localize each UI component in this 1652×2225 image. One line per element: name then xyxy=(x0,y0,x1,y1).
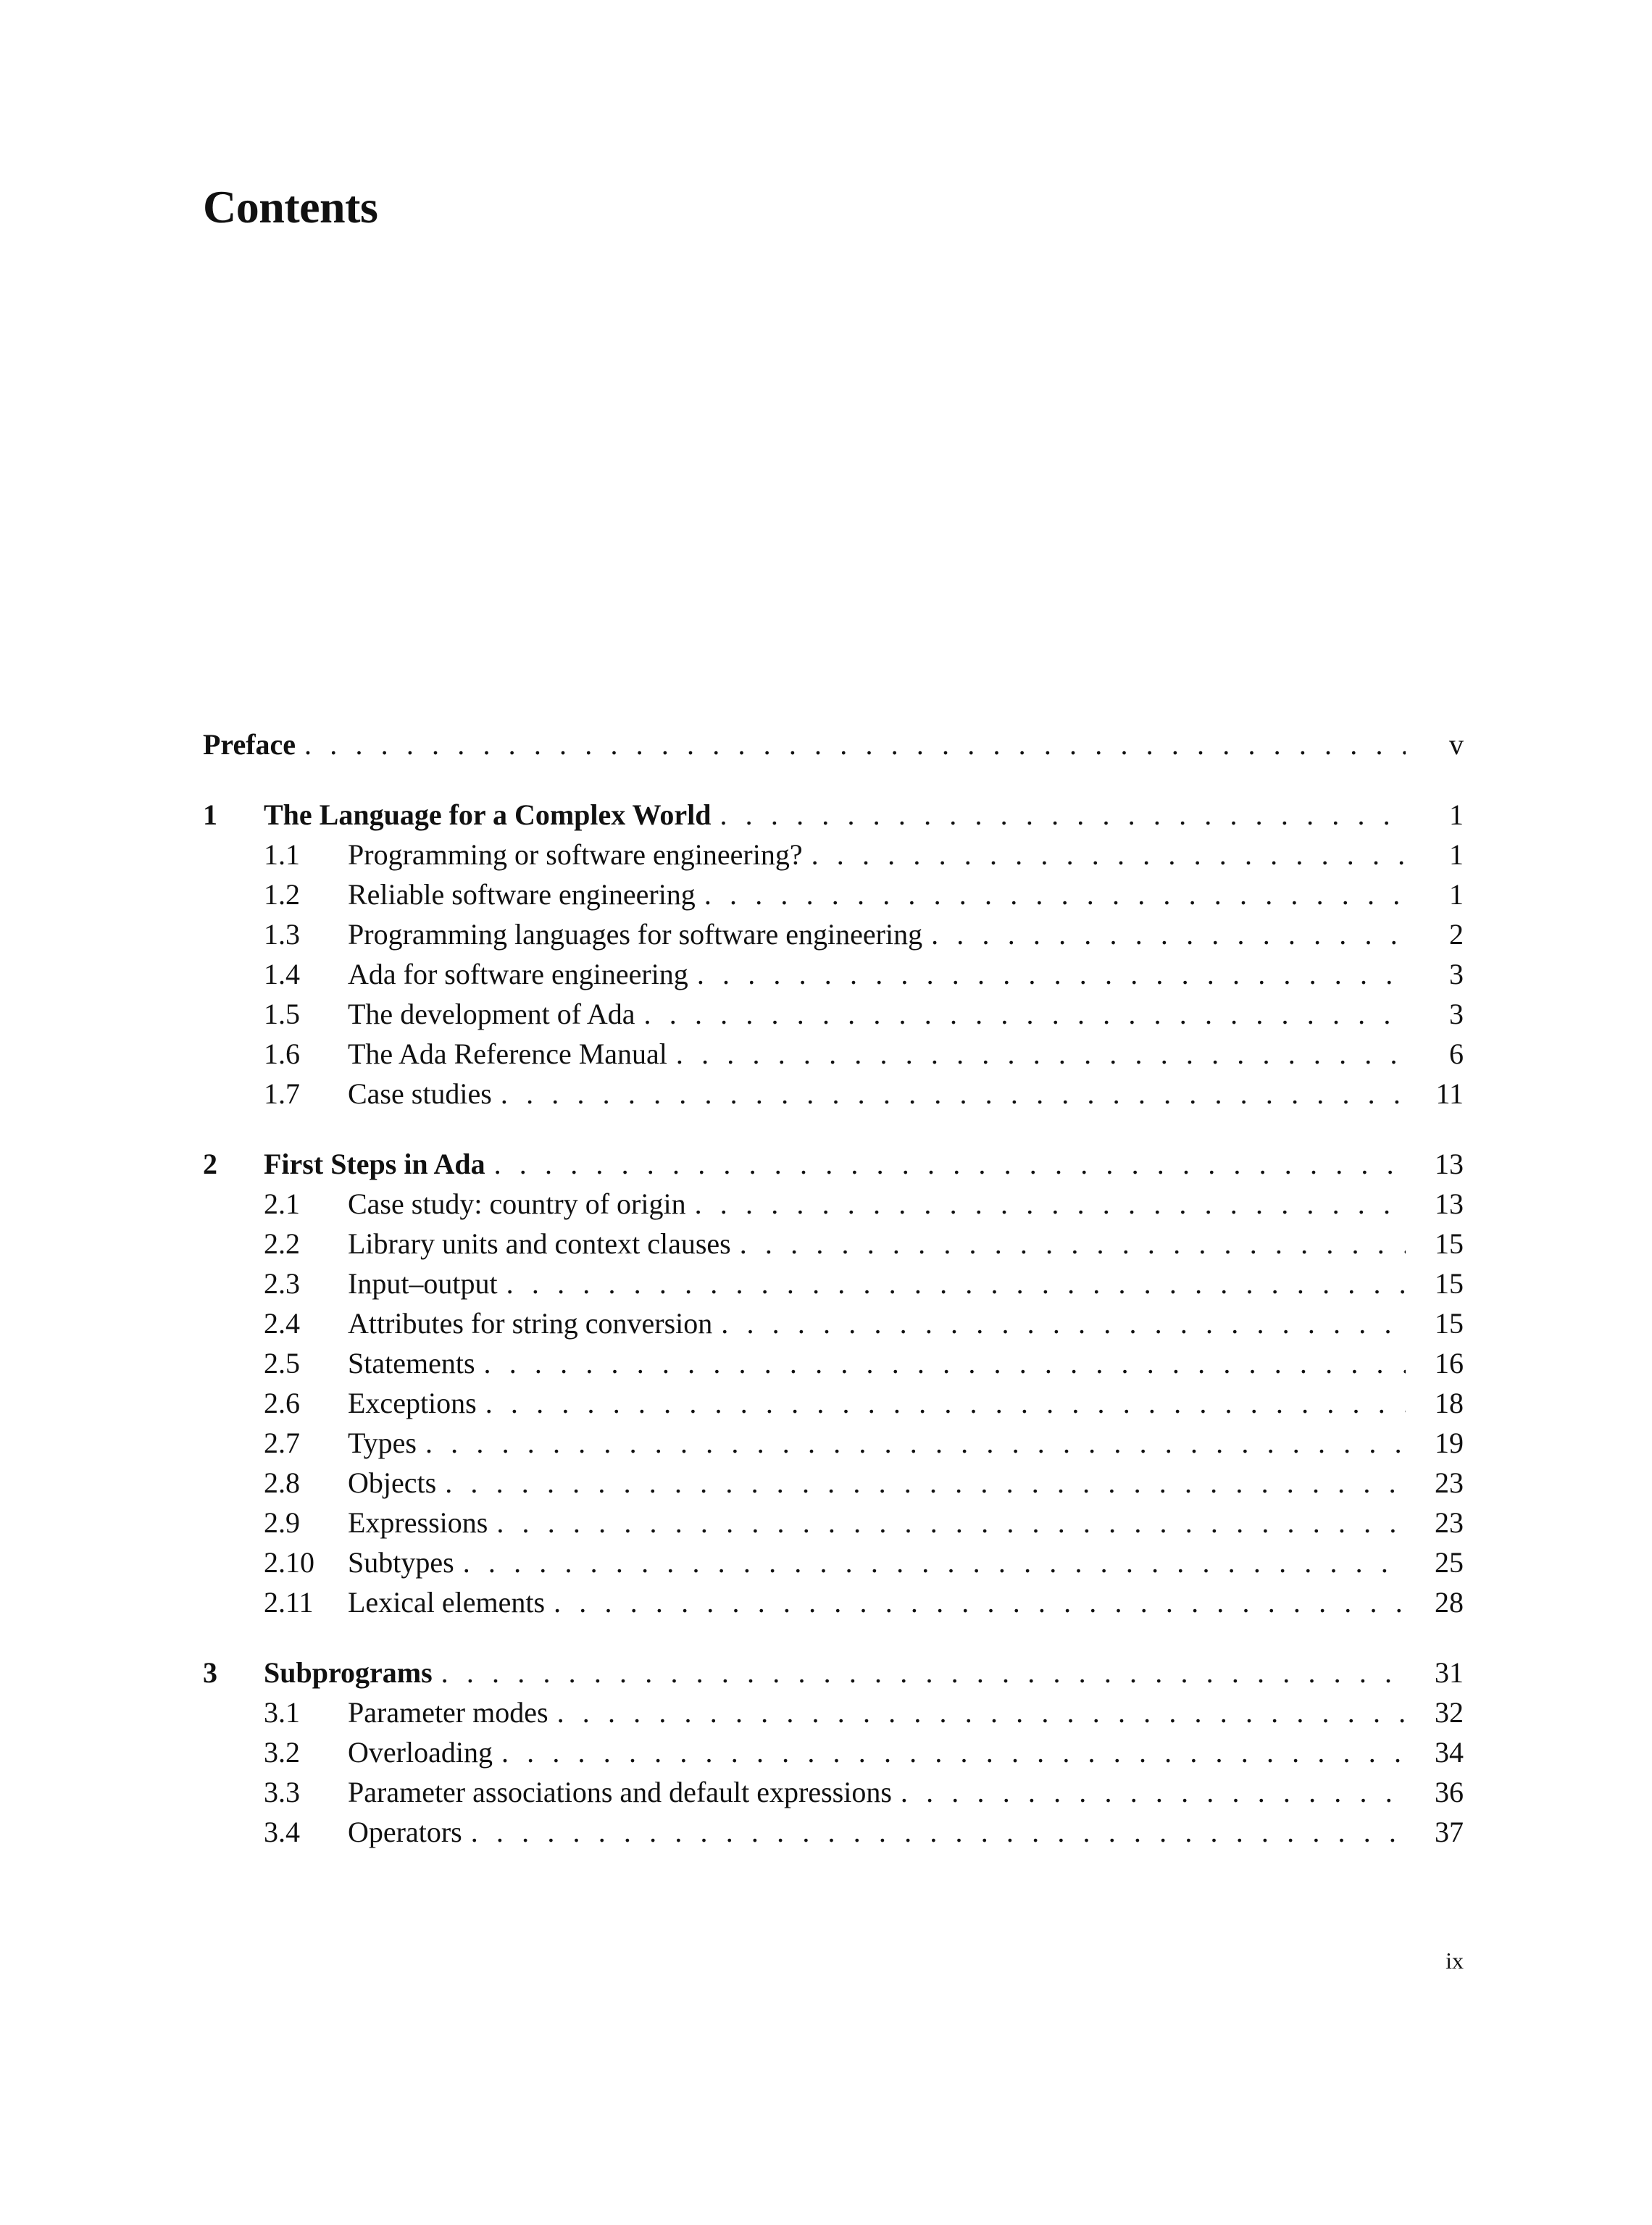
section-page: 28 xyxy=(1435,1586,1464,1619)
chapter-number: 1 xyxy=(203,798,217,831)
section-title: Attributes for string conversion xyxy=(348,1303,721,1343)
dot-leader xyxy=(704,874,1406,914)
section-title: Exceptions xyxy=(348,1383,485,1423)
section-title: Ada for software engineering xyxy=(348,954,697,994)
section-number: 2.11 xyxy=(264,1586,314,1619)
section-title: Case studies xyxy=(348,1074,501,1114)
dot-leader xyxy=(471,1812,1406,1852)
section-page: 23 xyxy=(1435,1506,1464,1539)
section-title: Lexical elements xyxy=(348,1582,554,1622)
section-page: 1 xyxy=(1449,838,1464,871)
section-number: 2.3 xyxy=(264,1267,300,1300)
toc-entry-preface[interactable] xyxy=(203,725,1464,764)
toc-section-1-2[interactable] xyxy=(203,874,1464,914)
chapter-title: First Steps in Ada xyxy=(264,1144,494,1184)
toc-section-2-5[interactable] xyxy=(203,1343,1464,1383)
toc-entry-page: v xyxy=(1449,728,1464,761)
table-of-contents xyxy=(203,725,1464,1852)
toc-chapter-3[interactable] xyxy=(203,1653,1464,1692)
toc-section-1-7[interactable] xyxy=(203,1074,1464,1114)
section-number: 3.3 xyxy=(264,1776,300,1808)
toc-chapter-1[interactable] xyxy=(203,795,1464,835)
section-page: 23 xyxy=(1435,1466,1464,1499)
toc-section-2-7[interactable] xyxy=(203,1423,1464,1463)
section-page: 25 xyxy=(1435,1546,1464,1579)
toc-entry-title: Preface xyxy=(203,725,304,764)
section-title: Reliable software engineering xyxy=(348,874,704,914)
section-title: Objects xyxy=(348,1463,445,1503)
toc-section-1-1[interactable] xyxy=(203,835,1464,874)
section-number: 3.1 xyxy=(264,1696,300,1729)
dot-leader xyxy=(740,1224,1406,1264)
section-page: 16 xyxy=(1435,1347,1464,1379)
toc-section-2-8[interactable] xyxy=(203,1463,1464,1503)
section-page: 2 xyxy=(1449,918,1464,951)
dot-leader xyxy=(506,1264,1406,1303)
section-number: 2.7 xyxy=(264,1427,300,1459)
section-page: 6 xyxy=(1449,1038,1464,1070)
chapter-title: Subprograms xyxy=(264,1653,441,1692)
section-number: 2.1 xyxy=(264,1187,300,1220)
dot-leader xyxy=(485,1383,1406,1423)
section-page: 13 xyxy=(1435,1187,1464,1220)
section-number: 3.2 xyxy=(264,1736,300,1769)
dot-leader xyxy=(501,1074,1406,1114)
section-title: The development of Ada xyxy=(348,994,644,1034)
toc-section-2-1[interactable] xyxy=(203,1184,1464,1224)
dot-leader xyxy=(812,835,1406,874)
section-number: 1.1 xyxy=(264,838,300,871)
section-page: 3 xyxy=(1449,998,1464,1030)
section-title: Types xyxy=(348,1423,425,1463)
toc-section-2-3[interactable] xyxy=(203,1264,1464,1303)
toc-section-1-3[interactable] xyxy=(203,914,1464,954)
dot-leader xyxy=(484,1343,1406,1383)
chapter-number: 3 xyxy=(203,1656,217,1689)
toc-section-1-6[interactable] xyxy=(203,1034,1464,1074)
dot-leader xyxy=(557,1692,1406,1732)
section-number: 1.6 xyxy=(264,1038,300,1070)
section-number: 1.2 xyxy=(264,878,300,911)
section-title: Parameter modes xyxy=(348,1692,557,1732)
chapter-page: 31 xyxy=(1435,1656,1464,1689)
chapter-page: 1 xyxy=(1449,798,1464,831)
toc-section-1-5[interactable] xyxy=(203,994,1464,1034)
section-page: 15 xyxy=(1435,1227,1464,1260)
section-page: 36 xyxy=(1435,1776,1464,1808)
section-title: Operators xyxy=(348,1812,471,1852)
section-page: 19 xyxy=(1435,1427,1464,1459)
dot-leader xyxy=(496,1503,1406,1543)
toc-section-2-6[interactable] xyxy=(203,1383,1464,1423)
page-number: ix xyxy=(1446,1948,1464,1974)
dot-leader xyxy=(425,1423,1406,1463)
section-number: 3.4 xyxy=(264,1816,300,1848)
section-number: 1.5 xyxy=(264,998,300,1030)
section-number: 1.4 xyxy=(264,958,300,990)
section-number: 2.6 xyxy=(264,1387,300,1419)
section-number: 2.4 xyxy=(264,1307,300,1340)
dot-leader xyxy=(463,1543,1406,1582)
toc-section-2-9[interactable] xyxy=(203,1503,1464,1543)
section-title: Overloading xyxy=(348,1732,501,1772)
section-title: Expressions xyxy=(348,1503,496,1543)
section-number: 1.3 xyxy=(264,918,300,951)
section-page: 3 xyxy=(1449,958,1464,990)
section-page: 37 xyxy=(1435,1816,1464,1848)
section-page: 34 xyxy=(1435,1736,1464,1769)
dot-leader xyxy=(494,1144,1406,1184)
toc-section-2-11[interactable] xyxy=(203,1582,1464,1622)
section-title: Input–output xyxy=(348,1264,506,1303)
section-page: 15 xyxy=(1435,1267,1464,1300)
section-page: 32 xyxy=(1435,1696,1464,1729)
dot-leader xyxy=(445,1463,1406,1503)
toc-section-3-2[interactable] xyxy=(203,1732,1464,1772)
section-title: Programming or software engineering? xyxy=(348,835,812,874)
dot-leader xyxy=(695,1184,1406,1224)
toc-section-1-4[interactable] xyxy=(203,954,1464,994)
section-title: Statements xyxy=(348,1343,484,1383)
toc-chapters xyxy=(203,795,1464,1852)
chapter-page: 13 xyxy=(1435,1148,1464,1180)
toc-chapter-2[interactable] xyxy=(203,1144,1464,1184)
toc-section-2-4[interactable] xyxy=(203,1303,1464,1343)
dot-leader xyxy=(441,1653,1406,1692)
section-title: Case study: country of origin xyxy=(348,1184,695,1224)
section-number: 2.5 xyxy=(264,1347,300,1379)
section-title: The Ada Reference Manual xyxy=(348,1034,676,1074)
section-title: Parameter associations and default expressions xyxy=(348,1772,901,1812)
dot-leader xyxy=(697,954,1406,994)
section-number: 2.9 xyxy=(264,1506,300,1539)
dot-leader xyxy=(719,795,1406,835)
dot-leader xyxy=(554,1582,1406,1622)
toc-section-3-1[interactable] xyxy=(203,1692,1464,1732)
section-number: 1.7 xyxy=(264,1077,300,1110)
dot-leader xyxy=(304,725,1406,764)
dot-leader xyxy=(931,914,1406,954)
dot-leader xyxy=(721,1303,1406,1343)
section-page: 18 xyxy=(1435,1387,1464,1419)
dot-leader xyxy=(501,1732,1406,1772)
toc-section-3-3[interactable] xyxy=(203,1772,1464,1812)
dot-leader xyxy=(676,1034,1406,1074)
toc-section-3-4[interactable] xyxy=(203,1812,1464,1852)
section-number: 2.8 xyxy=(264,1466,300,1499)
chapter-number: 2 xyxy=(203,1148,217,1180)
section-number: 2.2 xyxy=(264,1227,300,1260)
toc-section-2-10[interactable] xyxy=(203,1543,1464,1582)
section-number: 2.10 xyxy=(264,1546,314,1579)
dot-leader xyxy=(644,994,1406,1034)
dot-leader xyxy=(901,1772,1406,1812)
toc-section-2-2[interactable] xyxy=(203,1224,1464,1264)
section-page: 1 xyxy=(1449,878,1464,911)
section-page: 11 xyxy=(1435,1077,1464,1110)
section-title: Subtypes xyxy=(348,1543,463,1582)
chapter-title: The Language for a Complex World xyxy=(264,795,719,835)
page-title: Contents xyxy=(203,181,378,233)
section-page: 15 xyxy=(1435,1307,1464,1340)
section-title: Library units and context clauses xyxy=(348,1224,740,1264)
section-title: Programming languages for software engineering xyxy=(348,914,931,954)
